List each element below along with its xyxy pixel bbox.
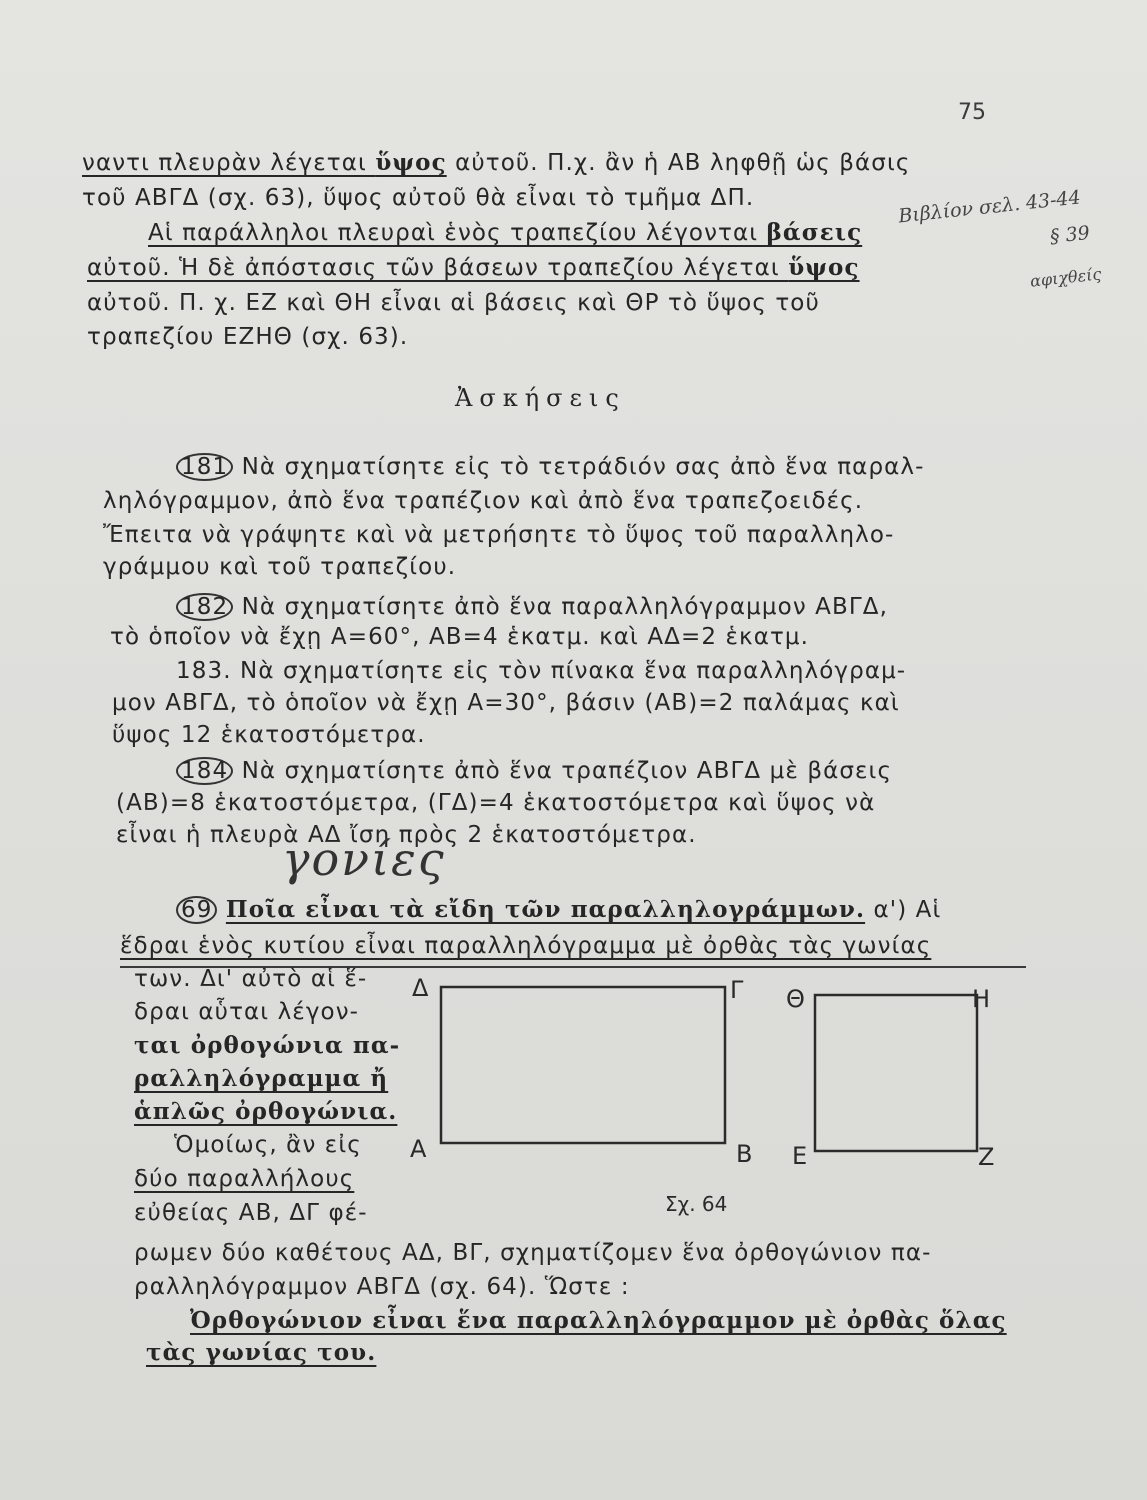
exercise-number: 181 [176,453,233,481]
definition-line2: τὰς γωνίας του. [146,1339,377,1366]
para1-line4: αὐτοῦ. Ἡ δὲ ἀπόστασις τῶν βάσεων τραπεζίου λέγεται ὕψος [87,254,860,281]
rectangle-abgd [441,987,725,1143]
vertex-label-g: Γ [730,976,744,1004]
para1-line2: τοῦ ΑΒΓΔ (σχ. 63), ὕψος αὐτοῦ θὰ εἶναι τὸ τμῆμα ΔΠ. [82,185,755,211]
para1-line5: αὐτοῦ. Π. χ. ΕΖ καὶ ΘΗ εἶναι αἱ βάσεις καὶ ΘΡ τὸ ὕψος τοῦ [87,290,820,316]
exercise-181-line2: ληλόγραμμον, ἀπὸ ἕνα τραπέζιον καὶ ἀπὸ ἕνα τραπεζοειδές. [103,488,864,514]
rectangle-ezht [815,995,977,1151]
exercise-number: 183. [176,658,232,684]
exercise-184-line3: εἶναι ἡ πλευρὰ ΑΔ ἴση πρὸς 2 ἑκατοστόμετρα. [116,822,697,848]
left-col-line1: των. Δι' αὐτὸ αἱ ἕ- [134,966,368,992]
exercise-181-line3: Ἔπειτα νὰ γράψητε καὶ νὰ μετρήσητε τὸ ὕψος τοῦ παραλληλο- [103,522,895,548]
left-col-line7: δύο παραλλήλους [134,1166,355,1192]
exercises-heading: Ἀσκήσεις [455,384,626,412]
vertex-label-z: Ζ [978,1143,995,1171]
exercise-183-line3: ὕψος 12 ἑκατοστόμετρα. [112,722,426,748]
section-69-title-line: 69 Ποῖα εἶναι τὰ εἴδη τῶν παραλληλογράμμων. α') Αἱ [176,895,941,925]
section-number: 69 [176,896,217,924]
exercise-184-line1: 184 Νὰ σχηματίσητε ἀπὸ ἕνα τραπέζιον ΑΒΓΔ μὲ βάσεις [176,756,892,786]
exercise-181-line4: γράμμου καὶ τοῦ τραπεζίου. [103,554,457,580]
exercise-number: 184 [176,757,233,785]
definition-line1: Ὀρθογώνιον εἶναι ἕνα παραλληλόγραμμον μὲ ὀρθὰς ὅλας [190,1307,1007,1334]
exercise-number: 182 [176,593,233,621]
margin-note-reference: Βιβλίον σελ. 43-44 [897,186,1082,228]
vertex-label-b: Β [736,1140,753,1168]
para1-line1: ναντι πλευρὰν λέγεται ὕψος αὐτοῦ. Π.χ. ἂν ἡ ΑΒ ληφθῇ ὡς βάσις [82,149,911,176]
vertex-label-e: Ε [792,1142,808,1170]
exercise-182-line2: τὸ ὁποῖον νὰ ἔχῃ Α=60°, ΑΒ=4 ἑκατμ. καὶ ΑΔ=2 ἑκατμ. [110,624,810,650]
exercise-183-line2: μον ΑΒΓΔ, τὸ ὁποῖον νὰ ἔχῃ Α=30°, βάσιν (ΑΒ)=2 παλάμας καὶ [112,690,900,716]
section-69-after-line1: ρωμεν δύο καθέτους ΑΔ, ΒΓ, σχηματίζομεν ἕνα ὀρθογώνιον πα- [134,1240,932,1266]
vertex-label-th: Θ [786,985,805,1013]
exercise-184-line2: (ΑΒ)=8 ἑκατοστόμετρα, (ΓΔ)=4 ἑκατοστόμετρα καὶ ὕψος νὰ [116,790,876,816]
left-col-line5: ἁπλῶς ὀρθογώνια. [134,1098,398,1125]
vertex-label-d: Δ [412,974,429,1002]
left-col-line8: εὐθείας ΑΒ, ΔΓ φέ- [134,1200,368,1226]
exercise-182-line1: 182 Νὰ σχηματίσητε ἀπὸ ἕνα παραλληλόγραμμον ΑΒΓΔ, [176,592,888,622]
page-number: 75 [958,100,986,125]
left-col-line2: δραι αὗται λέγον- [134,999,360,1025]
para1-line6: τραπεζίου ΕΖΗΘ (σχ. 63). [87,324,409,350]
exercise-183-line1: 183. Νὰ σχηματίσητε εἰς τὸν πίνακα ἕνα παραλληλόγραμ- [176,658,907,684]
para1-line3: Αἱ παράλληλοι πλευραὶ ἑνὸς τραπεζίου λέγονται βάσεις [148,219,863,246]
left-col-line4: ραλληλόγραμμα ἤ [134,1065,389,1092]
vertex-label-a: Α [410,1135,427,1163]
figure-caption: Σχ. 64 [665,1192,728,1216]
section-69-line2: ἕδραι ἑνὸς κυτίου εἶναι παραλληλόγραμμα μὲ ὀρθὰς τὰς γωνίας [120,933,932,959]
margin-note-word: αφιχθείς [1029,264,1103,291]
left-col-line6: Ὁμοίως, ἂν εἰς [174,1132,362,1158]
handwritten-annotation: γονίες [282,832,446,886]
vertex-label-h: Η [972,985,991,1013]
left-col-line3: ται ὀρθογώνια πα- [134,1032,401,1059]
section-69-after-line2: ραλληλόγραμμον ΑΒΓΔ (σχ. 64). Ὥστε : [134,1274,630,1300]
exercise-181-line1: 181 Νὰ σχηματίσητε εἰς τὸ τετράδιόν σας ἀπὸ ἕνα παραλ- [176,452,925,482]
margin-note-section: § 39 [1048,221,1091,249]
